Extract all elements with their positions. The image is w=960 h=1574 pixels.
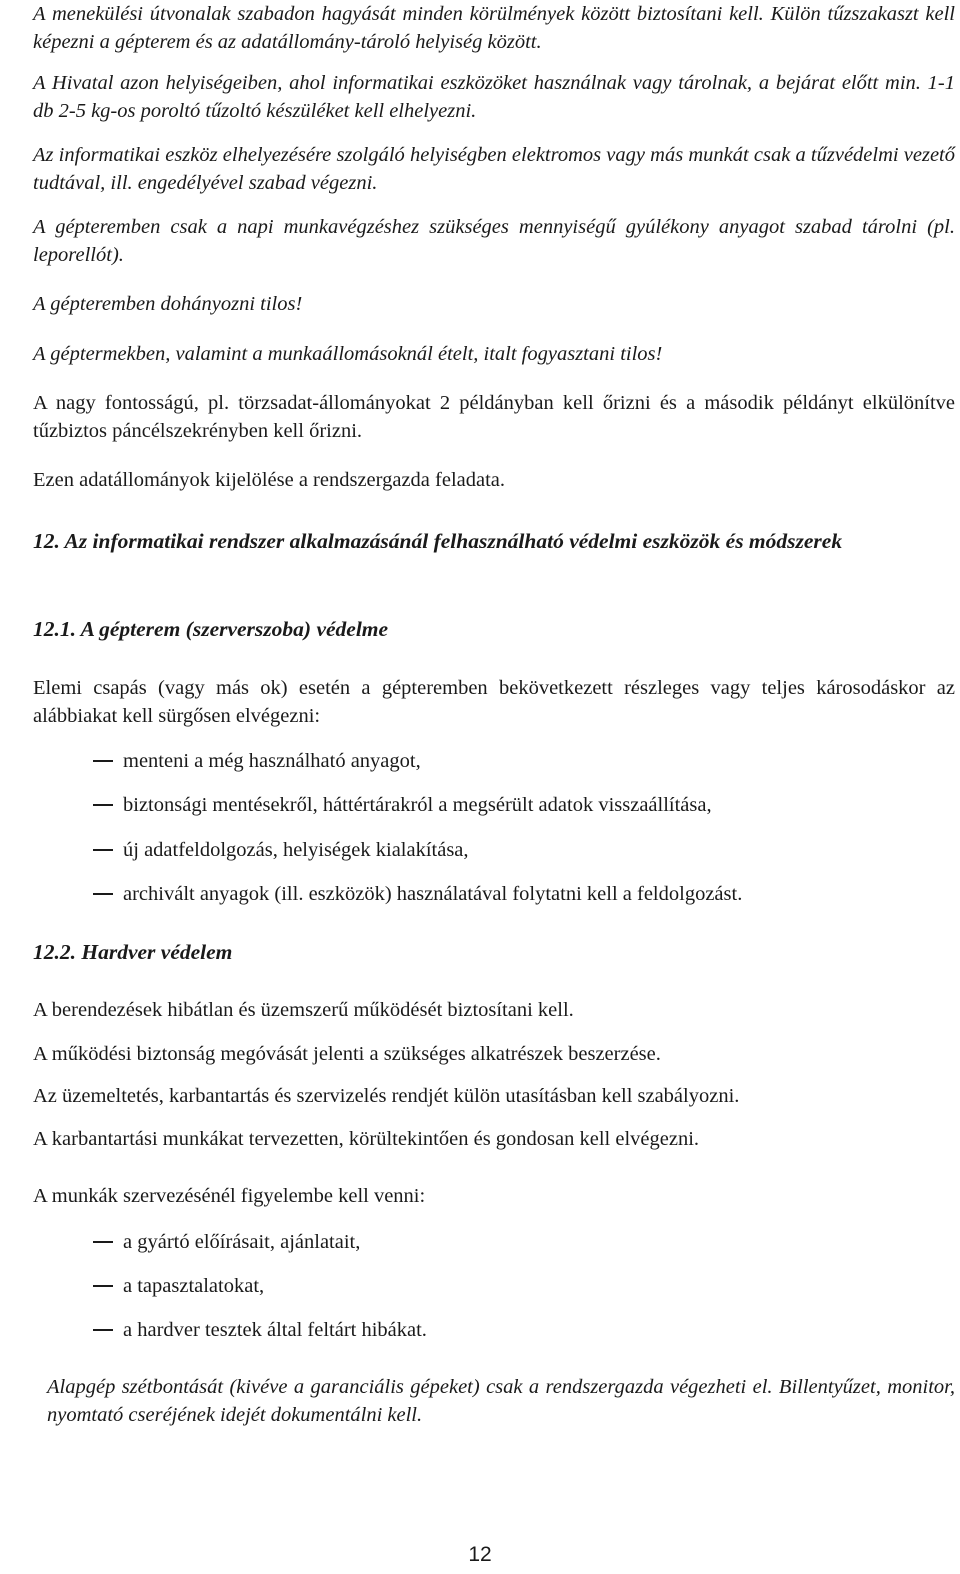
list-item-text: archivált anyagok (ill. eszközök) használatával folytatni kell a feldolgozást. — [123, 883, 743, 905]
list-item — [93, 1272, 953, 1300]
list-item-text: menteni a még használható anyagot, — [123, 750, 421, 772]
section-12-1-heading: 12.1. A gépterem (szerverszoba) védelme — [33, 617, 389, 641]
paragraph-fire-extinguishers: A Hivatal azon helyiségeiben, ahol informatikai eszközöket használnak vagy tárolnak, a bejárat előtt min. 1-1 db 2-5 kg-os poroltó tűzoltó készüléket kell elhelyezni. — [33, 72, 955, 122]
dash-bullet-icon — [93, 893, 113, 895]
list-item-text: a gyártó előírásait, ajánlatait, — [123, 1231, 361, 1253]
page-number: 12 — [468, 1543, 492, 1566]
list-item — [93, 747, 953, 775]
list-item — [93, 1316, 953, 1344]
list-item — [93, 791, 953, 819]
section-12-2-paragraph: A berendezések hibátlan és üzemszerű működését biztosítani kell. — [33, 999, 574, 1021]
paragraph-escape-routes: A menekülési útvonalak szabadon hagyását minden körülmények között biztosítani kell. Külön tűzszakaszt kell képezni a gépterem és az adatállomány-tároló helyiség között. — [33, 3, 955, 53]
section-12-1-paragraph: Elemi csapás (vagy más ok) esetén a gépteremben bekövetkezett részleges vagy teljes károsodáskor az alábbiakat kell sürgősen elvégezni: — [33, 677, 955, 727]
section-12-2-paragraph: A karbantartási munkákat tervezetten, körültekintően és gondosan kell elvégezni. — [33, 1128, 700, 1150]
list-item-text: a tapasztalatokat, — [123, 1275, 265, 1297]
paragraph-designation: Ezen adatállományok kijelölése a rendszergazda feladata. — [33, 469, 506, 491]
dash-bullet-icon — [93, 849, 113, 851]
list-item-text: biztonsági mentésekről, háttértárakról a megsérült adatok visszaállítása, — [123, 794, 712, 816]
list-item-text: új adatfeldolgozás, helyiségek kialakítása, — [123, 839, 469, 861]
dash-bullet-icon — [93, 804, 113, 806]
paragraph-flammable-storage: A gépteremben csak a napi munkavégzéshez szükséges mennyiségű gyúlékony anyagot szabad tárolni (pl. leporellót). — [33, 216, 955, 266]
dash-bullet-icon — [93, 1285, 113, 1287]
list-item-text: a hardver tesztek által feltárt hibákat. — [123, 1319, 427, 1341]
paragraph-electrical-work: Az informatikai eszköz elhelyezésére szolgáló helyiségben elektromos vagy más munkát csak a tűzvédelmi vezető tudtával, ill. engedélyével szabad végezni. — [33, 144, 955, 194]
dash-bullet-icon — [93, 1329, 113, 1331]
paragraph-master-data-copies: A nagy fontosságú, pl. törzsadat-állományokat 2 példányban kell őrizni és a második példányt elkülönítve tűzbiztos páncélszekrényben kell őrizni. — [33, 392, 955, 442]
section-12-2-paragraph: Az üzemeltetés, karbantartás és szervizelés rendjét külön utasításban kell szabályozni. — [33, 1085, 740, 1107]
section-12-heading: 12. Az informatikai rendszer alkalmazásánál felhasználható védelmi eszközök és módszerek — [33, 529, 843, 553]
dash-bullet-icon — [93, 760, 113, 762]
closing-paragraph: Alapgép szétbontását (kivéve a garanciális gépeket) csak a rendszergazda végezheti el. Billentyűzet, monitor, nyomtató cseréjének idejét dokumentálni kell. — [47, 1376, 955, 1426]
dash-bullet-icon — [93, 1241, 113, 1243]
list-item — [93, 880, 953, 908]
section-12-2-heading: 12.2. Hardver védelem — [33, 940, 233, 964]
paragraph-no-smoking: A gépteremben dohányozni tilos! — [33, 293, 303, 315]
list-item — [93, 1228, 953, 1256]
section-12-2-paragraph: A működési biztonság megóvását jelenti a szükséges alkatrészek beszerzése. — [33, 1043, 661, 1065]
list-item — [93, 836, 953, 864]
section-12-2-paragraph: A munkák szervezésénél figyelembe kell venni: — [33, 1185, 426, 1207]
paragraph-no-food: A géptermekben, valamint a munkaállomásoknál ételt, italt fogyasztani tilos! — [33, 343, 663, 365]
